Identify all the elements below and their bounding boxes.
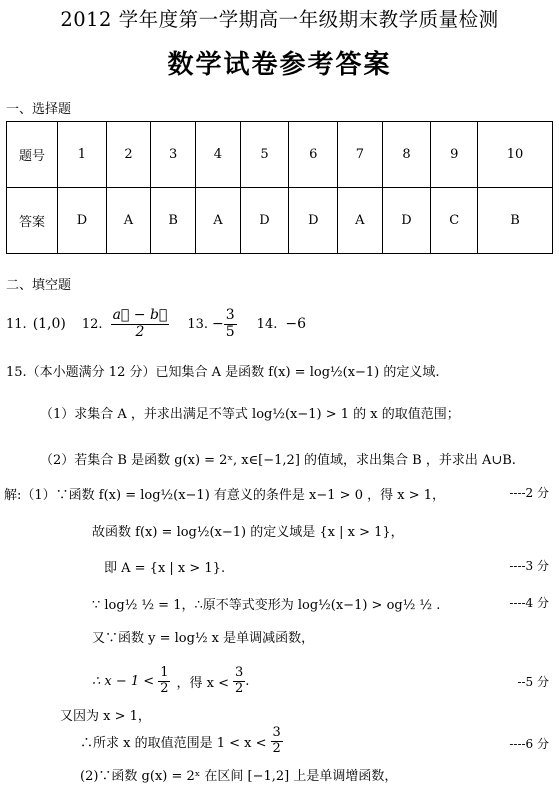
answer-cell: B — [151, 188, 196, 254]
number-cell: 8 — [382, 122, 431, 188]
number-cell: 4 — [196, 122, 240, 188]
solution-line-7: 又因为 x > 1， — [60, 709, 151, 724]
q12-denominator: 2 — [135, 323, 145, 340]
answer-cell: C — [431, 188, 478, 254]
q13-denominator: 5 — [225, 323, 235, 340]
score-6: ----6 分 — [509, 737, 549, 751]
q14-answer: −6 — [285, 316, 306, 332]
sol6-fraction-1-den: 2 — [160, 680, 169, 696]
sol6-lhs: ∴ x − 1 < — [92, 673, 155, 689]
number-cell: 6 — [289, 122, 338, 188]
solution-line-4: ∵ log½ ½ = 1，∴原不等式变形为 log½(x−1) > og½ ½ . — [92, 598, 441, 613]
section-heading-choice: 一、选择题 — [6, 102, 72, 117]
sol6-fraction-1 — [158, 666, 170, 696]
answer-cell: D — [240, 188, 289, 254]
answer-row — [7, 188, 553, 254]
question-number-row — [7, 122, 553, 188]
score-5: --5 分 — [517, 675, 549, 689]
problem15-part2: （2）若集合 B 是函数 g(x) = 2ˣ, x∈[−1,2] 的值域，求出集合 B ，并求出 A∪B. — [40, 453, 516, 468]
sol8-fraction-num: 3 — [272, 725, 281, 741]
number-cell: 2 — [106, 122, 150, 188]
answer-cell: A — [338, 188, 382, 254]
solution-line-1: 解:（1）∵函数 f(x) = log½(x−1) 有意义的条件是 x−1 > 0 ，得 x > 1， — [4, 488, 445, 503]
row-label-answer: 答案 — [7, 188, 58, 254]
answer-table — [6, 121, 553, 254]
row-label-number: 题号 — [7, 122, 58, 188]
answer-cell: D — [58, 188, 107, 254]
number-cell: 7 — [338, 122, 382, 188]
solution-line-5: 又∵函数 y = log½ x 是单调减函数， — [92, 631, 315, 646]
solution-line-9: (2)∵函数 g(x) = 2ˣ 在区间 [−1,2] 上是单调增函数， — [80, 769, 398, 784]
sol6-fraction-2-num: 3 — [234, 665, 244, 681]
sol8-text: ∴所求 x 的取值范围是 1 < x < — [80, 735, 267, 751]
exam-title: 2012 学年度第一学期高一年级期末教学质量检测 — [60, 8, 499, 31]
q11-answer: (1,0) — [32, 316, 66, 332]
q12-answer-fraction — [111, 308, 170, 340]
q12-numerator: a⃗ − b⃗ — [112, 307, 168, 324]
problem15-stem: 15.（本小题满分 12 分）已知集合 A 是函数 f(x) = log½(x−1) 的定义域. — [6, 365, 440, 380]
number-cell: 3 — [151, 122, 196, 188]
q13-number: 13. — [187, 316, 209, 332]
solution-line-6 — [92, 662, 249, 700]
sol6-fraction-2-den: 2 — [234, 680, 244, 696]
q12-number: 12. — [81, 316, 103, 332]
score-2: ----2 分 — [509, 486, 549, 500]
solution-line-2: 故函数 f(x) = log½(x−1) 的定义域是 {x | x > 1}， — [92, 525, 404, 540]
sol6-fraction-2 — [233, 666, 245, 696]
score-3: ----3 分 — [509, 559, 549, 573]
number-cell: 5 — [240, 122, 289, 188]
q11-number: 11. — [6, 316, 27, 332]
answer-cell: D — [382, 188, 431, 254]
sol8-fraction — [271, 726, 283, 756]
number-cell: 1 — [58, 122, 107, 188]
q13-numerator: 3 — [225, 307, 235, 324]
problem15-part1: （1）求集合 A ，并求出满足不等式 log½(x−1) > 1 的 x 的取值范围； — [40, 407, 460, 422]
q14-number: 14. — [256, 316, 278, 332]
q13-sign: − — [212, 316, 224, 332]
number-cell: 10 — [478, 122, 553, 188]
score-4: ----4 分 — [509, 596, 549, 610]
sol6-mid: ，得 x < — [176, 675, 229, 691]
sol6-end: . — [245, 673, 250, 689]
answer-cell: B — [478, 188, 553, 254]
answer-key-title: 数学试卷参考答案 — [167, 50, 392, 80]
number-cell: 9 — [431, 122, 478, 188]
q13-answer-fraction — [224, 308, 237, 340]
sol8-fraction-den: 2 — [272, 740, 281, 756]
solution-line-8 — [80, 722, 283, 760]
solution-line-3: 即 A = {x | x > 1}. — [104, 561, 226, 576]
fill-answers — [6, 306, 306, 342]
answer-cell: A — [106, 188, 150, 254]
section-heading-fill: 二、填空题 — [6, 278, 72, 293]
sol6-fraction-1-num: 1 — [160, 665, 169, 681]
answer-cell: D — [289, 188, 338, 254]
answer-cell: A — [196, 188, 240, 254]
